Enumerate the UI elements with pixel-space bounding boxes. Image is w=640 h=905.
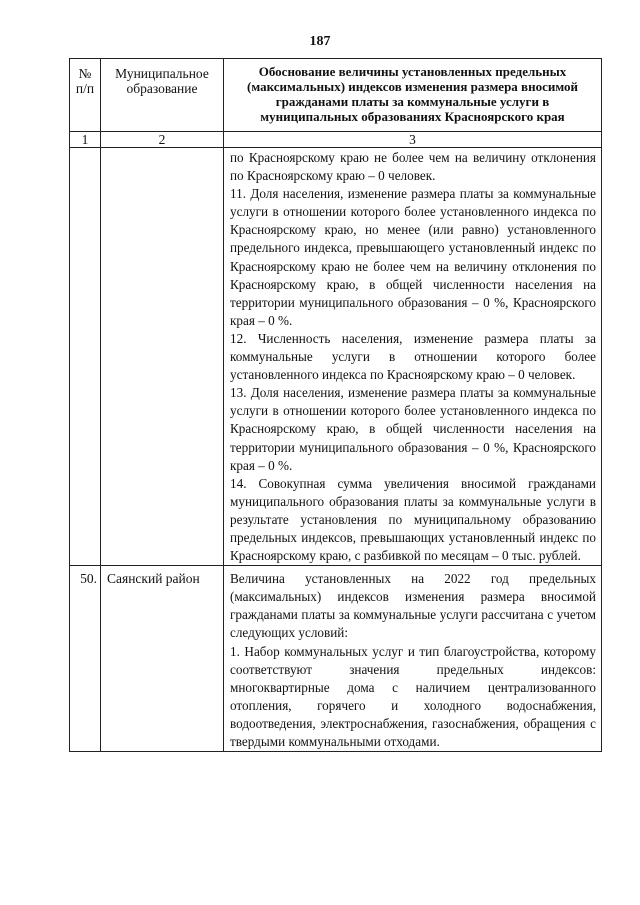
- justification-paragraph: Величина установленных на 2022 год предельных (максимальных) индексов изменения размера вносимой гражданами платы за коммунальные услуги рассчитана с учетом следующих условий:: [230, 571, 596, 641]
- page-number: 187: [309, 34, 331, 49]
- row-municipality: [101, 148, 224, 566]
- justification-paragraph: 14. Совокупная сумма увеличения вносимой гражданами муниципального образования платы за коммунальные услуги в результате установления по муниципальному образованию предельных индексов, превышающих установленный индекс по Красноярскому краю, с разбивкой по месяцам – 0 тыс. рублей.: [230, 475, 596, 564]
- header-justification: Обоснование величины установленных предельных (максимальных) индексов изменения размера вносимой гражданами платы за коммунальные услуги в муниципальных образованиях Красноярского края: [224, 59, 602, 132]
- table-header-row: [70, 59, 602, 132]
- row-number: [70, 148, 101, 566]
- table-row: [70, 148, 602, 566]
- justification-paragraph: 12. Численность населения, изменение размера платы за коммунальные услуги в отношении которого более установленного индекса по Красноярскому краю – 0 человек.: [230, 330, 596, 383]
- column-index-2: 2: [101, 132, 224, 148]
- row-justification: [224, 566, 602, 752]
- column-index-row: [70, 132, 602, 148]
- row-number: 50.: [70, 566, 101, 752]
- justification-table: [69, 58, 602, 752]
- column-index-1: 1: [70, 132, 101, 148]
- justification-paragraph: 1. Набор коммунальных услуг и тип благоустройства, которому соответствуют значения предельных индексов: многоквартирные дома с наличием централизованного отопления, горячего и холодного водоснабжения, водоотведения, электроснабжения, газоснабжения, обращения с твердыми коммунальными отходами.: [230, 643, 596, 749]
- justification-paragraph: 11. Доля населения, изменение размера платы за коммунальные услуги в отношении которого более установленного индекса по Красноярскому краю, но менее (или равно) установленного предельного индекса, превышающего установленный индекс по Красноярскому краю не более чем на величину отклонения по Красноярскому краю, в общей численности населения на территории муниципального образования – 0 %, Красноярского края – 0 %.: [230, 186, 596, 328]
- justification-paragraph: по Красноярскому краю не более чем на величину отклонения по Красноярскому краю – 0 человек.: [230, 150, 596, 184]
- header-municipality: Муниципальное образование: [101, 59, 224, 132]
- row-municipality: Саянский район: [101, 566, 224, 752]
- justification-paragraph: 13. Доля населения, изменение размера платы за коммунальные услуги в отношении которого более установленного индекса по Красноярскому краю, в общей численности населения на территории муниципального образования – 0 %, Красноярского края – 0 %.: [230, 385, 596, 473]
- column-index-3: 3: [224, 132, 602, 148]
- row-justification: [224, 148, 602, 566]
- header-number: № п/п: [70, 59, 101, 132]
- table-row: [70, 566, 602, 752]
